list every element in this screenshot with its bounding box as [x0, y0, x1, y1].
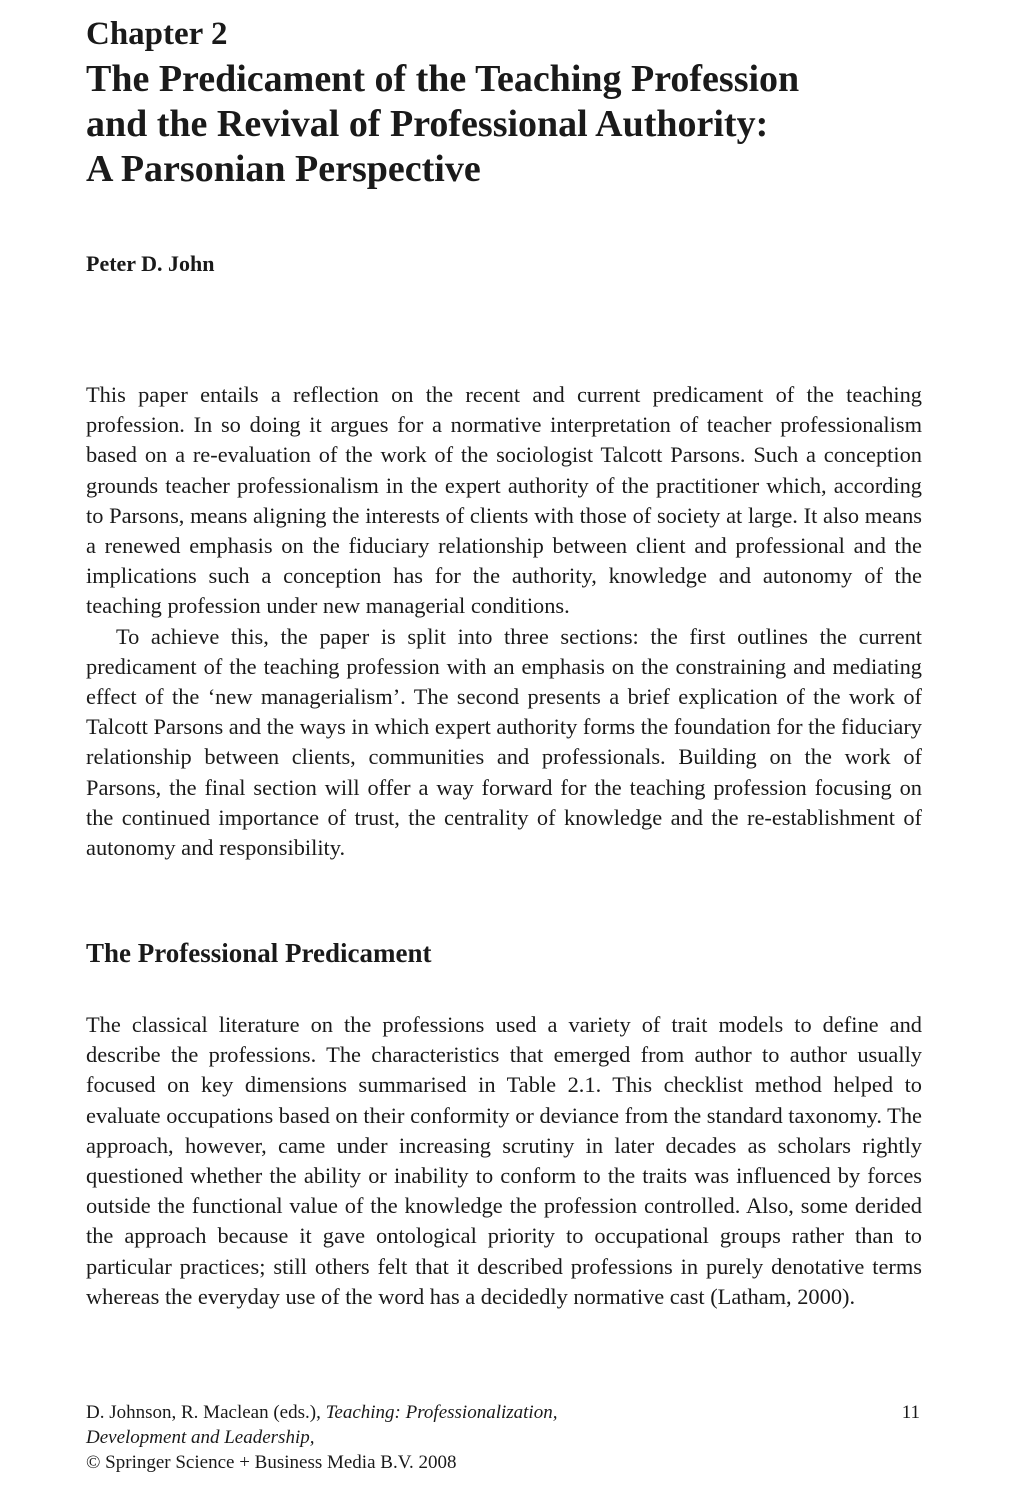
section-body [86, 1010, 922, 1312]
page-footer [86, 1400, 922, 1475]
page [86, 0, 922, 1509]
chapter-title-line-3: A Parsonian Perspective [86, 148, 481, 190]
chapter-title-line-1: The Predicament of the Teaching Profession [86, 58, 800, 100]
author-name: Peter D. John [86, 251, 215, 276]
abstract-paragraph-2: To achieve this, the paper is split into three sections: the first outlines the current predicament of the teaching profession with an emphasis on the constraining and mediating effect of the ‘new managerialism’. The second presents a brief explication of the work of Talcott Parsons and the ways in which expert authority forms the foundation for the fiduciary relationship between clients, communities and professionals. Building on the work of Parsons, the final section will offer a way forward for the teaching profession focusing on the continued importance of trust, the centrality of knowledge and the re-establishment of autonomy and responsibility. [86, 623, 922, 861]
citation-book-title-2: Development and Leadership, [86, 1427, 315, 1448]
abstract [86, 380, 922, 863]
chapter-title [86, 57, 922, 192]
section-heading: The Professional Predicament [86, 938, 432, 968]
chapter-title-line-2: and the Revival of Professional Authority: [86, 103, 769, 145]
abstract-paragraph-1: This paper entails a reflection on the recent and current predicament of the teaching profession. In so doing it argues for a normative interpretation of teacher professionalism based on a re-evaluation of the work of the sociologist Talcott Parsons. Such a conception grounds teacher professionalism in the expert authority of the practitioner which, according to Parsons, means aligning the interests of clients with those of society at large. It also means a renewed emphasis on the fiduciary relationship between client and professional and the implications such a conception has for the authority, knowledge and autonomy of the teaching profession under new managerial conditions. [86, 382, 922, 619]
citation-book-title-1: Teaching: Professionalization, [325, 1402, 558, 1423]
citation-line-1 [86, 1400, 706, 1425]
copyright-notice: © Springer Science + Business Media B.V. 2008 [86, 1452, 457, 1473]
chapter-label: Chapter 2 [86, 16, 228, 52]
citation-editors: D. Johnson, R. Maclean (eds.), [86, 1402, 321, 1423]
page-number: 11 [901, 1402, 920, 1423]
citation [86, 1400, 706, 1475]
section-paragraph-1: The classical literature on the professions used a variety of trait models to define and describe the professions. The characteristics that emerged from author to author usually focused on key dimensions summarised in Table 2.1. This checklist method helped to evaluate occupations based on their conformity or deviance from the standard taxonomy. The approach, however, came under increasing scrutiny in later decades as scholars rightly questioned whether the ability or inability to conform to the traits was influenced by forces outside the functional value of the knowledge the profession controlled. Also, some derided the approach because it gave ontological priority to occupational groups rather than to particular practices; still others felt that it described professions in purely denotative terms whereas the everyday use of the word has a decidedly normative cast (Latham, 2000). [86, 1012, 922, 1309]
